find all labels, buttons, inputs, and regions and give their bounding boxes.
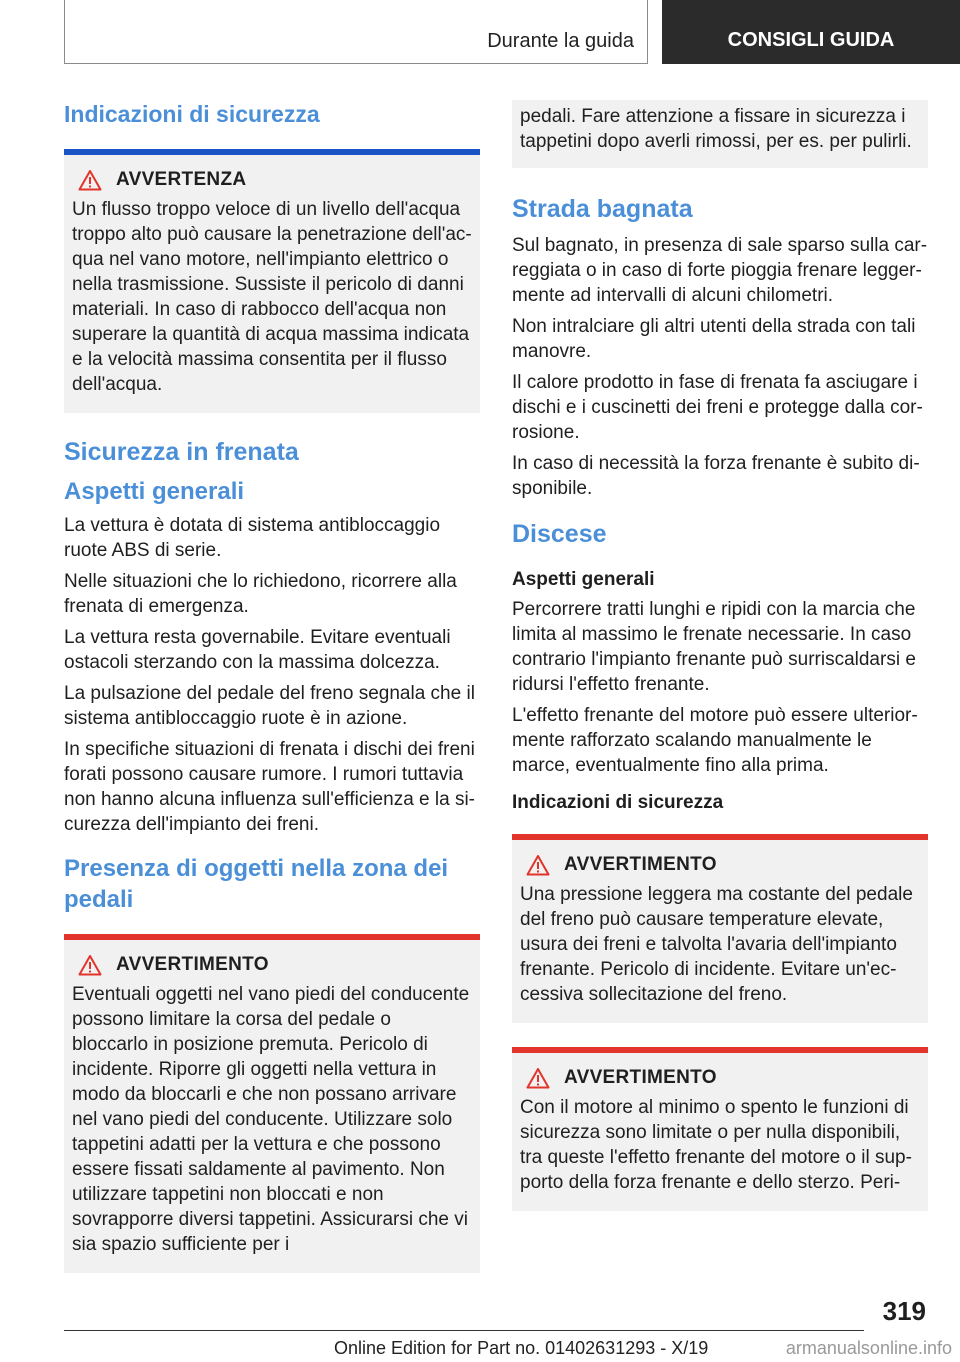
paragraph: La pulsazione del pedale del freno segnala che il sistema antibloccaggio ruote è in azione. (64, 683, 475, 730)
watermark: armanualsonline.info (785, 1338, 952, 1358)
warning-title: AVVERTIMENTO (564, 1066, 717, 1088)
paragraph: Nelle situazioni che lo richiedono, ricorrere alla frenata di emergenza. (64, 571, 457, 618)
warning-box-objects (64, 934, 480, 1273)
header-section-title: Durante la guida (487, 30, 634, 52)
warning-triangle-icon (78, 954, 102, 976)
paragraph: Il calore prodotto in fase di frenata fa asciugare i dischi e i cuscinetti dei freni e protegge dalla corrosione. (512, 372, 923, 444)
heading-descents: Discese (512, 520, 607, 549)
warning-title: AVVERTENZA (116, 168, 247, 190)
warning-box-water (64, 149, 480, 413)
warning-triangle-icon (526, 854, 550, 876)
heading-objects-pedals: Presenza di oggetti nella zona dei pedali (64, 855, 449, 914)
paragraph: La vettura è dotata di sistema antibloccaggio ruote ABS di serie. (64, 515, 441, 562)
paragraph: In caso di necessità la forza frenante è subito disponibile. (512, 453, 920, 500)
subheading-general-aspects: Aspetti generali (512, 568, 655, 590)
warning-text: Eventuali oggetti nel vano piedi del conducente possono limitare la corsa del pedale o bloccarlo in posizione premuta. Pericolo di incidente. Riporre gli oggetti nella vettura in modo da bloccarli e che non possano arrivare nel vano piedi del conducente. Utilizzare solo tappetini adatti per la vettura e che possono essere fissati saldamente al pavimento. Non utilizzare tappetini non bloccati e non sovrapporre diversi tappetini. Assicurarsi che vi sia spazio sufficiente per i (72, 983, 470, 1255)
warning-text: Una pressione leggera ma costante del pedale del freno può causare temperature elevate, usura dei freni e talvolta l'avaria dell'impianto frenante. Pericolo di incidente. Evitare un'eccessiva sollecitazione del freno. (520, 883, 913, 1005)
warning-triangle-icon (526, 1067, 550, 1089)
paragraph: Percorrere tratti lunghi e ripidi con la marcia che limita al massimo le frenate necessarie. In caso contrario l'impianto frenante può surriscaldarsi e ridursi l'effetto frenante. (512, 598, 916, 695)
heading-wet-road: Strada bagnata (512, 195, 693, 223)
paragraph: Sul bagnato, in presenza di sale sparso sulla carreggiata o in caso di forte pioggia frenare leggermente ad intervalli di alcuni chilometri. (512, 235, 928, 307)
header-chapter-tab: CONSIGLI GUIDA (662, 0, 960, 64)
page-number: 319 (882, 1296, 926, 1326)
paragraph: La vettura resta governabile. Evitare eventuali ostacoli sterzando con la massima dolcezza. (64, 627, 451, 674)
left-column (64, 100, 480, 1273)
footer-edition: Online Edition for Part no. 01402631293 - X/19 (334, 1338, 709, 1358)
paragraph: L'effetto frenante del motore può essere ulteriormente rafforzato scalando manualmente le marce, eventualmente fino alla prima. (512, 704, 918, 776)
warning-title: AVVERTIMENTO (116, 953, 269, 975)
warning-box-brake-pressure (512, 834, 928, 1023)
warning-continuation (512, 100, 928, 168)
right-column (512, 100, 928, 1235)
heading-safety: Indicazioni di sicurezza (64, 101, 320, 127)
warning-title: AVVERTIMENTO (564, 853, 717, 875)
paragraph: Non intralciare gli altri utenti della strada con tali manovre. (512, 316, 916, 363)
paragraph: In specifiche situazioni di frenata i dischi dei freni forati possono causare rumore. I rumori tuttavia non hanno alcuna influenza sull'efficienza e la sicurezza dell'impianto dei freni. (64, 739, 475, 836)
warning-text: Con il motore al minimo o spento le funzioni di sicurezza sono limitate o per nulla disponibili, tra queste l'effetto frenante del motore o il supporto della forza frenante e dello sterzo. Peri- (520, 1096, 912, 1193)
heading-brake-safety: Sicurezza in frenata (64, 437, 299, 466)
footer-divider (64, 1330, 864, 1331)
warning-text: Un flusso troppo veloce di un livello dell'acqua troppo alto può causare la penetrazione dell'acqua nel vano motore, nell'impianto elettrico o nella trasmissione. Sussiste il pericolo di danni materiali. In caso di rabbocco dell'acqua non superare la quantità di acqua massima indicata e la velocità massima consentita per il flusso dell'acqua. (72, 198, 472, 395)
heading-general-aspects: Aspetti generali (64, 478, 245, 505)
warning-box-engine-idle (512, 1047, 928, 1211)
subheading-safety: Indicazioni di sicurezza (512, 791, 724, 813)
warning-text: pedali. Fare attenzione a fissare in sicurezza i tappetini dopo averli rimossi, per es. per pulirli. (520, 106, 912, 152)
warning-triangle-icon (78, 169, 102, 191)
